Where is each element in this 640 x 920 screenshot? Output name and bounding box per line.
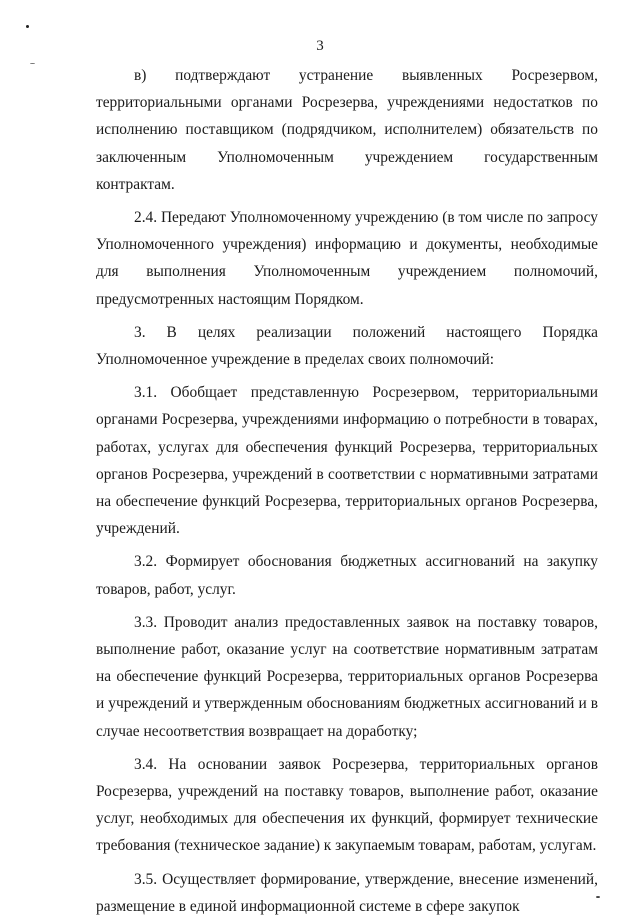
document-body <box>96 62 598 920</box>
page-number: 3 <box>316 38 324 54</box>
paragraph-3-5: 3.5. Осуществляет формирование, утверждение, внесение изменений, размещение в единой информационной системе в сфере закупок <box>96 870 598 915</box>
scan-speck <box>26 25 29 28</box>
paragraph-3-4: 3.4. На основании заявок Росрезерва, территориальных органов Росрезерва, учреждений на поставку товаров, выполнение работ, оказание услуг, необходимых для обеспечения их функций, формирует технические требования (техническое задание) к закупаемым товарам, работам, услугам. <box>96 755 598 855</box>
scan-speck <box>30 63 35 64</box>
paragraph-3-3: 3.3. Проводит анализ предоставленных заявок на поставку товаров, выполнение работ, оказание услуг на соответствие нормативным затратам на обеспечение функций Росрезерва, территориальных органов Росрезерва и учреждений и утвержденным обоснованиям бюджетных ассигнований и в случае несоответствия возвращает на доработку; <box>96 613 598 740</box>
paragraph-2-4: 2.4. Передают Уполномоченному учреждению (в том числе по запросу Уполномоченного учреждения) информацию и документы, необходимые для выполнения Уполномоченным учреждением полномочий, предусмотренных настоящим Порядком. <box>96 209 598 308</box>
paragraph-3-2: 3.2. Формирует обоснования бюджетных ассигнований на закупку товаров, работ, услуг. <box>96 553 598 598</box>
paragraph-3: 3. В целях реализации положений настоящего Порядка Уполномоченное учреждение в пределах своих полномочий: <box>96 323 598 369</box>
paragraph-2-3-v: в) подтверждают устранение выявленных Росрезервом, территориальными органами Росрезерва, учреждениями недостатков по исполнению поставщиком (подрядчиком, исполнителем) обязательств по заключенным Уполномоченным учреждением государственным контрактам. <box>96 67 598 193</box>
paragraph-3-1: 3.1. Обобщает представленную Росрезервом, территориальными органами Росрезерва, учреждениями информацию о потребности в товарах, работах, услугах для обеспечения функций Росрезерва, территориальных органов Росрезерва, учреждений в соответствии с нормативными затратами на обеспечение функций Росрезерва, территориальных органов Росрезерва, учреждений. <box>96 384 598 538</box>
